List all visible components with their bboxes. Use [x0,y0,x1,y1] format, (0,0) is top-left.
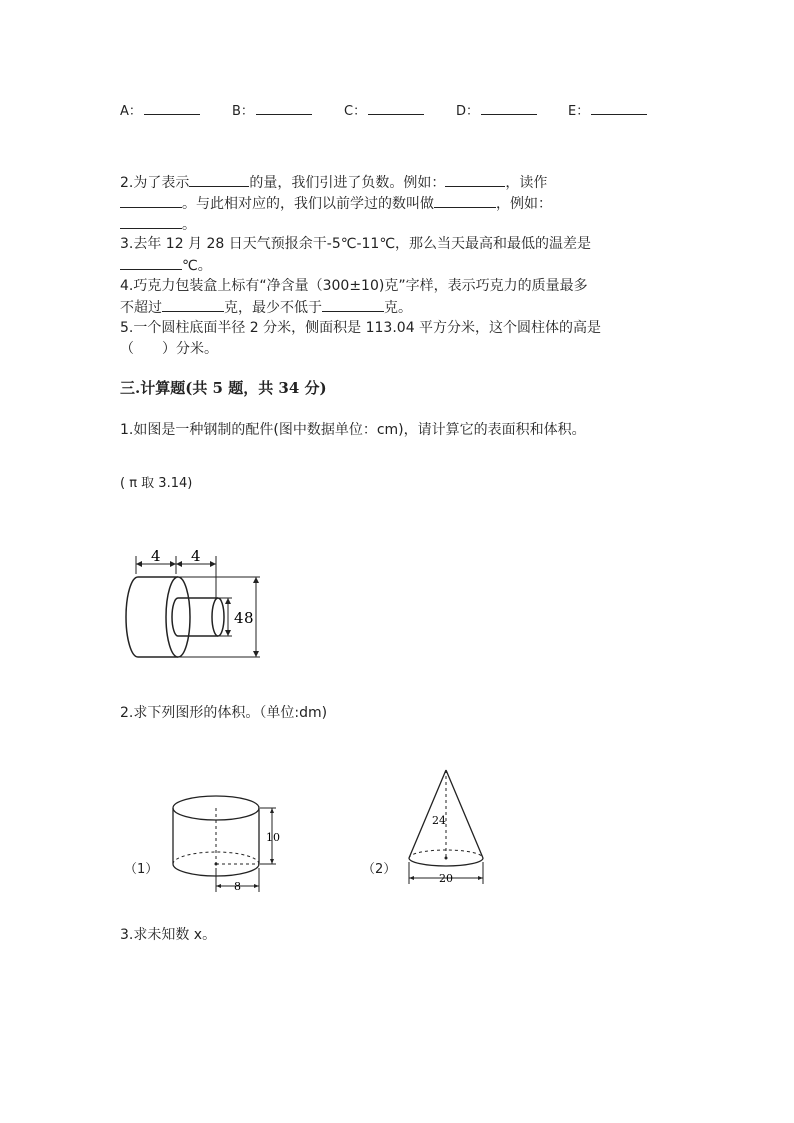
q4-blank-2[interactable] [322,297,384,312]
arrow [216,884,221,888]
q2-blank-3[interactable] [120,193,182,208]
option-e: E： [568,100,647,121]
cylinder-center [215,863,218,866]
question-4-line-1: 4.巧克力包装盒上标有“净含量（300±10)克”字样，表示巧克力的质量最多 [120,278,588,294]
dim-right-label: 4 [191,547,201,565]
question-5-line-1: 5.一个圆柱底面半径 2 分米，侧面积是 113.04 平方分米，这个圆柱体的高是 [120,320,602,336]
arrow [270,808,274,813]
cone-right-edge [446,770,483,858]
option-b-blank[interactable] [256,100,312,115]
option-c-blank[interactable] [368,100,424,115]
pi-note: ( π 取 3.14) [120,476,193,491]
large-cylinder-back [126,577,138,657]
q2-blank-1[interactable] [189,172,249,187]
figure-label-2: （2） [362,862,397,877]
q2-blank-2[interactable] [445,172,505,187]
cylinder-figure [168,792,288,896]
question-2-line-1: 2.为了表示 的量，我们引进了负数。例如： ，读作 [120,172,547,193]
radius-label: 8 [234,880,241,893]
section-3-heading: 三.计算题(共 5 题，共 34 分) [120,379,327,397]
cone-height-label: 24 [432,814,446,827]
calc-question-2: 2.求下列图形的体积。（单位:dm) [120,705,328,721]
option-d-blank[interactable] [481,100,537,115]
dim-inner-label: 4 [234,609,244,627]
question-3-line-1: 3.去年 12 月 28 日天气预报余干-5℃-11℃，那么当天最高和最低的温差是 [120,236,592,252]
arrow [176,561,182,567]
arrow [136,561,142,567]
small-cylinder-face [212,598,224,636]
option-c: C： [344,100,424,121]
option-a: A： [120,100,200,121]
calc-question-1: 1.如图是一种钢制的配件(图中数据单位：cm)，请计算它的表面积和体积。 [120,422,586,438]
question-4-line-2: 不超过 克，最少不低于 克。 [120,297,412,318]
arrow [478,876,483,880]
arrow [170,561,176,567]
height-label: 10 [266,831,280,844]
q2-blank-4[interactable] [434,193,496,208]
steel-part-figure [118,544,268,664]
dim-outer-label: 8 [244,609,254,627]
option-e-blank[interactable] [591,100,647,115]
option-a-blank[interactable] [144,100,200,115]
calc-question-3: 3.求未知数 x。 [120,927,217,943]
figure-label-1: （1） [124,862,159,877]
arrow [253,577,259,583]
dim-left-label: 4 [151,547,161,565]
arrow [225,630,231,636]
option-d: D： [456,100,537,121]
q3-blank[interactable] [120,255,182,270]
option-b: B： [232,100,312,121]
diameter-label: 20 [439,872,453,885]
question-2-line-3: 。 [120,214,196,235]
arrow [254,884,259,888]
question-3-line-2: ℃。 [120,255,212,276]
q2-blank-5[interactable] [120,214,182,229]
arrow [225,598,231,604]
arrow [253,651,259,657]
q4-blank-1[interactable] [162,297,224,312]
cone-figure [400,766,492,888]
arrow [409,876,414,880]
cone-center [445,857,448,860]
arrow [210,561,216,567]
arrow [270,859,274,864]
question-5-line-2: （ ）分米。 [120,341,218,357]
question-2-line-2: 。与此相对应的，我们以前学过的数叫做 ，例如： [120,193,552,214]
large-cylinder-face [166,577,190,657]
